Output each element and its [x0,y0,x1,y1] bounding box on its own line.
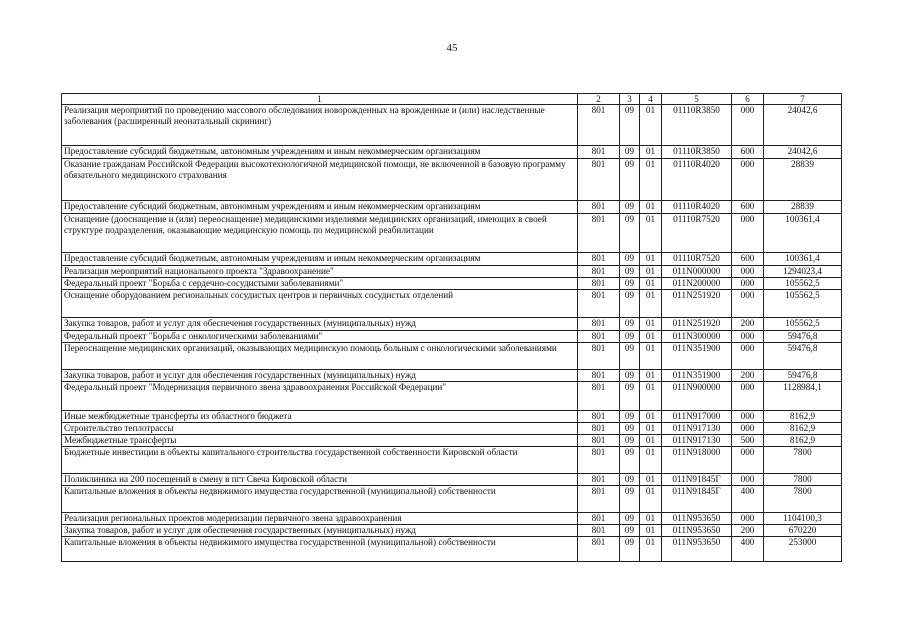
row-code-5-cell: 011N918000 [662,447,732,474]
row-code-6-cell: 600 [732,253,764,266]
row-name-cell: Реализация мероприятий по проведению массового обследования новорожденных на врожденные и (или) наследственные заболевания (расширенный неонатальный скрининг) [62,105,578,146]
row-code-6-cell: 000 [732,411,764,423]
row-code-4-cell: 01 [640,343,662,370]
row-code-5-cell: 011N917130 [662,435,732,447]
row-code-4-cell: 01 [640,253,662,266]
table-body [62,105,842,562]
row-code-2-cell: 801 [578,253,620,266]
row-code-6-cell: 000 [732,278,764,290]
row-code-2-cell: 801 [578,447,620,474]
row-code-2-cell: 801 [578,411,620,423]
column-header-3: 3 [620,94,640,105]
row-amount-cell: 7800 [764,447,842,474]
row-code-3-cell: 09 [620,435,640,447]
row-code-3-cell: 09 [620,105,640,146]
row-code-2-cell: 801 [578,474,620,486]
row-code-5-cell: 01110R7520 [662,253,732,266]
row-code-4-cell: 01 [640,105,662,146]
row-code-6-cell: 000 [732,382,764,411]
table-row [62,214,842,253]
column-header-7: 7 [764,94,842,105]
row-code-2-cell: 801 [578,486,620,513]
row-code-6-cell: 600 [732,146,764,159]
row-amount-cell: 7800 [764,474,842,486]
row-code-2-cell: 801 [578,290,620,318]
row-code-6-cell: 000 [732,266,764,278]
row-code-3-cell: 09 [620,382,640,411]
row-code-3-cell: 09 [620,343,640,370]
row-name-cell: Реализация региональных проектов модернизации первичного звена здравоохранения [62,513,578,525]
row-amount-cell: 59476,8 [764,370,842,382]
row-code-3-cell: 09 [620,214,640,253]
row-code-3-cell: 09 [620,331,640,343]
row-amount-cell: 1128984,1 [764,382,842,411]
row-code-4-cell: 01 [640,537,662,562]
table-row [62,290,842,318]
row-name-cell: Поликлиника на 200 посещений в смену в пгт Свеча Кировской области [62,474,578,486]
column-header-5: 5 [662,94,732,105]
row-amount-cell: 7800 [764,486,842,513]
row-code-5-cell: 01110R3850 [662,105,732,146]
row-code-5-cell: 011N953650 [662,537,732,562]
table-row [62,201,842,214]
row-code-3-cell: 09 [620,370,640,382]
row-code-3-cell: 09 [620,146,640,159]
row-code-3-cell: 09 [620,318,640,331]
row-code-4-cell: 01 [640,423,662,435]
row-code-4-cell: 01 [640,513,662,525]
row-code-2-cell: 801 [578,159,620,201]
row-amount-cell: 59476,8 [764,331,842,343]
row-code-4-cell: 01 [640,474,662,486]
row-code-6-cell: 000 [732,159,764,201]
row-code-4-cell: 01 [640,370,662,382]
row-amount-cell: 105562,5 [764,290,842,318]
row-code-5-cell: 011N000000 [662,266,732,278]
row-code-3-cell: 09 [620,537,640,562]
row-code-3-cell: 09 [620,447,640,474]
row-code-2-cell: 801 [578,370,620,382]
table-row [62,411,842,423]
row-code-6-cell: 000 [732,290,764,318]
row-code-2-cell: 801 [578,435,620,447]
row-code-4-cell: 01 [640,435,662,447]
row-code-5-cell: 011N251920 [662,318,732,331]
row-code-6-cell: 000 [732,474,764,486]
row-amount-cell: 105562,5 [764,318,842,331]
row-code-4-cell: 01 [640,159,662,201]
row-amount-cell: 28839 [764,159,842,201]
row-code-3-cell: 09 [620,525,640,537]
row-amount-cell: 1294023,4 [764,266,842,278]
row-name-cell: Закупка товаров, работ и услуг для обеспечения государственных (муниципальных) нужд [62,318,578,331]
row-name-cell: Оснащение (дооснащение и (или) переоснащение) медицинскими изделиями медицинских организаций, имеющих в своей структуре подразделения, оказывающие медицинскую помощь по медицинской реабилитации [62,214,578,253]
row-code-3-cell: 09 [620,290,640,318]
row-name-cell: Закупка товаров, работ и услуг для обеспечения государственных (муниципальных) нужд [62,525,578,537]
row-name-cell: Строительство теплотрассы [62,423,578,435]
table-row [62,525,842,537]
table-row [62,513,842,525]
row-code-2-cell: 801 [578,278,620,290]
row-code-6-cell: 200 [732,525,764,537]
row-code-4-cell: 01 [640,266,662,278]
row-code-4-cell: 01 [640,382,662,411]
row-code-5-cell: 011N300000 [662,331,732,343]
row-amount-cell: 8162,9 [764,423,842,435]
row-code-6-cell: 000 [732,331,764,343]
row-code-6-cell: 000 [732,423,764,435]
row-name-cell: Закупка товаров, работ и услуг для обеспечения государственных (муниципальных) нужд [62,370,578,382]
table-row [62,382,842,411]
row-code-5-cell: 011N351900 [662,343,732,370]
row-code-5-cell: 01110R3850 [662,146,732,159]
row-amount-cell: 100361,4 [764,214,842,253]
row-code-5-cell: 011N953650 [662,525,732,537]
row-code-2-cell: 801 [578,343,620,370]
row-code-6-cell: 200 [732,370,764,382]
row-code-4-cell: 01 [640,290,662,318]
row-code-3-cell: 09 [620,253,640,266]
row-code-6-cell: 600 [732,201,764,214]
row-code-6-cell: 200 [732,318,764,331]
row-code-2-cell: 801 [578,513,620,525]
row-name-cell: Капитальные вложения в объекты недвижимого имущества государственной (муниципальной) собственности [62,537,578,562]
table-row [62,537,842,562]
row-code-5-cell: 011N953650 [662,513,732,525]
row-amount-cell: 8162,9 [764,435,842,447]
row-code-5-cell: 011N900000 [662,382,732,411]
row-code-6-cell: 000 [732,105,764,146]
row-name-cell: Федеральный проект "Борьба с сердечно-сосудистыми заболеваниями" [62,278,578,290]
column-header-2: 2 [578,94,620,105]
row-name-cell: Федеральный проект "Модернизация первичного звена здравоохранения Российской Федерации" [62,382,578,411]
row-amount-cell: 670220 [764,525,842,537]
table-row [62,423,842,435]
row-code-4-cell: 01 [640,486,662,513]
row-code-3-cell: 09 [620,423,640,435]
table-row [62,331,842,343]
table-row [62,447,842,474]
row-code-5-cell: 011N91845Г [662,486,732,513]
row-name-cell: Межбюджетные трансферты [62,435,578,447]
row-code-2-cell: 801 [578,525,620,537]
row-amount-cell: 253000 [764,537,842,562]
row-name-cell: Предоставление субсидий бюджетным, автономным учреждениям и иным некоммерческим организациям [62,146,578,159]
table-row [62,159,842,201]
row-code-2-cell: 801 [578,331,620,343]
row-code-4-cell: 01 [640,201,662,214]
row-name-cell: Предоставление субсидий бюджетным, автономным учреждениям и иным некоммерческим организациям [62,253,578,266]
row-code-4-cell: 01 [640,318,662,331]
row-amount-cell: 28839 [764,201,842,214]
row-code-2-cell: 801 [578,201,620,214]
row-name-cell: Оказание гражданам Российской Федерации высокотехнологичной медицинской помощи, не включенной в базовую программу обязательного медицинского страхования [62,159,578,201]
row-code-5-cell: 011N351900 [662,370,732,382]
row-amount-cell: 105562,5 [764,278,842,290]
row-amount-cell: 24042,6 [764,105,842,146]
row-code-6-cell: 500 [732,435,764,447]
row-code-5-cell: 011N251920 [662,290,732,318]
row-name-cell: Бюджетные инвестиции в объекты капитального строительства государственной собственности Кировской области [62,447,578,474]
row-code-6-cell: 000 [732,513,764,525]
row-code-3-cell: 09 [620,474,640,486]
row-amount-cell: 100361,4 [764,253,842,266]
row-code-4-cell: 01 [640,146,662,159]
row-code-2-cell: 801 [578,382,620,411]
row-code-2-cell: 801 [578,318,620,331]
row-code-2-cell: 801 [578,105,620,146]
row-code-6-cell: 400 [732,537,764,562]
column-header-6: 6 [732,94,764,105]
row-amount-cell: 24042,6 [764,146,842,159]
table-row [62,266,842,278]
row-name-cell: Капитальные вложения в объекты недвижимого имущества государственной (муниципальной) собственности [62,486,578,513]
row-code-4-cell: 01 [640,278,662,290]
column-header-4: 4 [640,94,662,105]
row-code-2-cell: 801 [578,146,620,159]
row-name-cell: Предоставление субсидий бюджетным, автономным учреждениям и иным некоммерческим организациям [62,201,578,214]
table-header-row [62,94,842,105]
row-code-5-cell: 011N91845Г [662,474,732,486]
row-code-4-cell: 01 [640,525,662,537]
row-name-cell: Иные межбюджетные трансферты из областного бюджета [62,411,578,423]
row-name-cell: Реализация мероприятий национального проекта "Здравоохранение" [62,266,578,278]
table-row [62,343,842,370]
row-code-5-cell: 011N917130 [662,423,732,435]
row-code-5-cell: 01110R7520 [662,214,732,253]
page-number: 45 [446,42,458,54]
row-name-cell: Переоснащение медицинских организаций, оказывающих медицинскую помощь больным с онкологическими заболеваниями [62,343,578,370]
row-code-6-cell: 000 [732,343,764,370]
row-code-2-cell: 801 [578,266,620,278]
table-row [62,253,842,266]
row-code-2-cell: 801 [578,423,620,435]
row-amount-cell: 8162,9 [764,411,842,423]
row-code-3-cell: 09 [620,201,640,214]
row-code-6-cell: 000 [732,447,764,474]
table-row [62,318,842,331]
row-code-3-cell: 09 [620,411,640,423]
row-code-6-cell: 000 [732,214,764,253]
row-code-4-cell: 01 [640,447,662,474]
row-code-4-cell: 01 [640,411,662,423]
row-code-2-cell: 801 [578,214,620,253]
column-header-1: 1 [62,94,578,105]
row-code-5-cell: 01110R4020 [662,159,732,201]
row-code-3-cell: 09 [620,513,640,525]
row-amount-cell: 59476,8 [764,343,842,370]
table-row [62,370,842,382]
row-name-cell: Федеральный проект "Борьба с онкологическими заболеваниями" [62,331,578,343]
row-code-6-cell: 400 [732,486,764,513]
row-code-5-cell: 011N200000 [662,278,732,290]
budget-table [61,93,842,562]
row-code-4-cell: 01 [640,331,662,343]
table-row [62,486,842,513]
row-code-5-cell: 01110R4020 [662,201,732,214]
row-code-3-cell: 09 [620,159,640,201]
table-row [62,474,842,486]
table-row [62,435,842,447]
row-name-cell: Оснащение оборудованием региональных сосудистых центров и первичных сосудистых отделений [62,290,578,318]
row-code-3-cell: 09 [620,486,640,513]
row-amount-cell: 1104100,3 [764,513,842,525]
row-code-2-cell: 801 [578,537,620,562]
row-code-3-cell: 09 [620,278,640,290]
table-row [62,105,842,146]
table-row [62,278,842,290]
row-code-5-cell: 011N917000 [662,411,732,423]
row-code-4-cell: 01 [640,214,662,253]
row-code-3-cell: 09 [620,266,640,278]
table-row [62,146,842,159]
